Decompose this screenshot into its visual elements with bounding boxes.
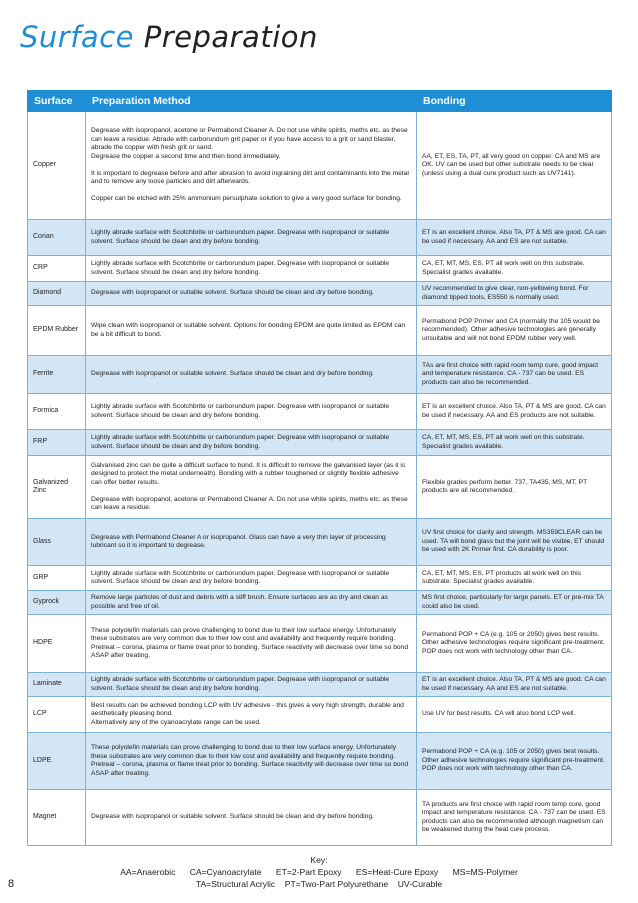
table-row: [28, 519, 612, 566]
method-cell: [86, 356, 417, 394]
bonding-cell: Permabond POP + CA (e.g. 105 or 2050) gives best results. Other adhesive technologies require significant pre-treatment. POP does not work with technology other than CA.: [417, 733, 612, 790]
surface-cell: Magnet: [28, 790, 86, 846]
method-text: Degrease with Permabond Cleaner A or isopropanol. Glass can have a very thin layer of processing lubricant so it is important to degrease.: [91, 533, 386, 549]
bonding-cell: Permabond POP Primer and CA (normally the 105 would be recommended). Other adhesive technologies are generally unsuitable and will not bond EPDM rubber very well.: [417, 306, 612, 356]
method-text: Lightly abrade surface with Scotchbrite or carborundum paper. Degrease with isopropanol or suitable solvent. Surface should be clean and dry before bonding.: [91, 229, 390, 245]
bonding-cell: MS first choice, particularly for large panels. ET or pre-mix TA could also be used.: [417, 591, 612, 615]
method-cell: [86, 456, 417, 519]
method-cell: [86, 591, 417, 615]
table-row: [28, 697, 612, 733]
method-cell: [86, 430, 417, 456]
method-text: These polyolefin materials can prove challenging to bond due to their low surface energy. Unfortunately these substrates are very common due to their low cost and availability and frequently require bonding.: [91, 744, 397, 760]
method-text: Pretreat – corona, plasma or flame treat prior to bonding. Surface reactivity will decrease over time so bond ASAP after treating.: [91, 643, 409, 659]
method-text: Best results can be achieved bonding LCP with UV adhesive - this gives a very high strength, durable and aesthetically pleasing bond.: [91, 701, 404, 718]
method-cell: [86, 220, 417, 256]
table-row: [28, 256, 612, 282]
surface-cell: Copper: [28, 112, 86, 220]
bonding-cell: CA, ET, MT, MS, ES, PT all work well on this substrate. Specialist grades available.: [417, 256, 612, 282]
header-surface: Surface: [28, 91, 86, 112]
page-number: 8: [8, 878, 15, 890]
table-row: [28, 282, 612, 306]
surface-cell: Laminate: [28, 673, 86, 697]
bonding-cell: UV first choice for clarity and strength. MS359CLEAR can be used. TA will bond glass but the joint will be visible, ET should be used with 2K Primer first. CA durability is poor.: [417, 519, 612, 566]
method-cell: [86, 566, 417, 591]
surface-cell: EPDM Rubber: [28, 306, 86, 356]
method-text: Galvanised zinc can be quite a difficult surface to bond. It is difficult to remove the galvanised layer (as it is designed to protect the metal underneath). Bonding with a rubber toughened or slightly flexible adhesive can offer better results.: [91, 461, 406, 486]
method-cell: [86, 519, 417, 566]
bonding-cell: ET is an excellent choice. Also TA, PT & MS are good. CA can be used if necessary. AA and ES are not suitable.: [417, 220, 612, 256]
bonding-cell: Use UV for best results. CA will also bond LCP well.: [417, 697, 612, 733]
bonding-cell: UV recommended to give clear, non-yellowing bond. For diamond tipped tools, ES550 is normally used.: [417, 282, 612, 306]
table-row: [28, 220, 612, 256]
surface-cell: FRP: [28, 430, 86, 456]
method-cell: [86, 394, 417, 430]
bonding-cell: ET is an excellent choice. Also TA, PT & MS are good. CA can be used if necessary. AA and ES are not suitable.: [417, 673, 612, 697]
method-text: Lightly abrade surface with Scotchbrite or carborundum paper. Degrease with isopropanol or suitable solvent. Surface should be clean and dry before bonding.: [91, 403, 390, 419]
method-text: Degrease the copper a second time and then bond immediately.: [91, 152, 281, 160]
table-row: [28, 591, 612, 615]
surface-preparation-table: [27, 90, 612, 846]
table-row: [28, 566, 612, 591]
table-row: [28, 356, 612, 394]
method-text: Remove large particles of dust and debris with a stiff brush. Ensure surfaces are as dry and clean as possible and free of oil.: [91, 594, 388, 610]
bonding-cell: ET is an excellent choice. Also TA, PT & MS are good. CA can be used if necessary. AA and ES products are not suitable.: [417, 394, 612, 430]
surface-cell: Corian: [28, 220, 86, 256]
method-text: Wipe clean with isopropanol or suitable solvent. Options for bonding EPDM are quite limited as EPDM can be a bit difficult to bond.: [91, 322, 406, 338]
table-row: [28, 456, 612, 519]
bonding-cell: Flexible grades perform better. 737, TA435, MS, MT, PT products are all recommended.: [417, 456, 612, 519]
method-text: It is important to degrease before and after abrasion to avoid ingraining dirt and contaminants into the metal and to remove any loose particles and dirt afterwards.: [91, 169, 409, 186]
method-text: Degrease with isopropanol or suitable solvent. Surface should be clean and dry before bonding.: [91, 813, 374, 821]
surface-cell: Galvanized Zinc: [28, 456, 86, 519]
method-text: These polyolefin materials can prove challenging to bond due to their low surface energy. Unfortunately these substrates are very common due to their low cost and availability and frequently require bonding.: [91, 626, 397, 642]
key-line-1: AA=Anaerobic CA=Cyanoacrylate ET=2-Part Epoxy ES=Heat-Cure Epoxy MS=MS-Polymer: [120, 867, 518, 877]
method-cell: [86, 697, 417, 733]
surface-cell: Diamond: [28, 282, 86, 306]
table-row: [28, 790, 612, 846]
table-row: [28, 112, 612, 220]
table-row: [28, 615, 612, 673]
method-cell: [86, 282, 417, 306]
method-cell: [86, 790, 417, 846]
method-text: Lightly abrade surface with Scotchbrite or carborundum paper. Degrease with isopropanol or suitable solvent. Surface should be clean and dry before bonding.: [91, 676, 390, 692]
method-text: Degrease with isopropanol, acetone or Permabond Cleaner A. Do not use white spirits, meths etc. as these can leave a residue. Abrade with carborundum grit paper or if you have access to a grit or sand blaster, abrade the copper with fresh grit or sand.: [91, 127, 408, 152]
method-text: Degrease with isopropanol or suitable solvent. Surface should be clean and dry before bonding.: [91, 289, 374, 297]
method-text: Lightly abrade surface with Scotchbrite or carborundum paper. Degrease with isopropanol or suitable solvent. Surface should be clean and dry before bonding.: [91, 260, 390, 276]
key-title: Key:: [310, 855, 328, 865]
page-title: [20, 20, 318, 54]
method-text: Alternatively any of the cyanoacrylate range can be used.: [91, 718, 261, 726]
method-cell: [86, 673, 417, 697]
method-text: Pretreat – corona, plasma or flame treat prior to bonding. Surface reactivity will decrease over time so bond ASAP after treating.: [91, 761, 409, 777]
table-row: [28, 394, 612, 430]
surface-cell: Gyprock: [28, 591, 86, 615]
table-header-row: [28, 91, 612, 112]
surface-cell: LDPE: [28, 733, 86, 790]
page-title-word-1: Surface: [20, 20, 134, 54]
surface-cell: GRP: [28, 566, 86, 591]
bonding-cell: TA products are first choice with rapid room temp cure, good impact and temperature resistance. CA - 737 can be used. ES products can also be recommended although magnetism can be weakened during the heat cure process.: [417, 790, 612, 846]
method-cell: [86, 733, 417, 790]
method-cell: [86, 306, 417, 356]
table-row: [28, 733, 612, 790]
surface-cell: LCP: [28, 697, 86, 733]
surface-cell: Formica: [28, 394, 86, 430]
method-cell: [86, 112, 417, 220]
bonding-cell: AA, ET, ES, TA, PT, all very good on copper. CA and MS are OK. UV can be used but other substrate needs to be clear (unless using a dual cure product such as UV7141).: [417, 112, 612, 220]
bonding-cell: Permabond POP + CA (e.g. 105 or 2050) gives best results. Other adhesive technologies require significant pre-treatment. POP does not work with technology other than CA.: [417, 615, 612, 673]
bonding-cell: CA, ET, MT, MS, ES, PT all work well on this substrate. Specialist grades available.: [417, 430, 612, 456]
table-row: [28, 673, 612, 697]
key-line-2: TA=Structural Acrylic PT=Two-Part Polyurethane UV-Curable: [195, 879, 443, 889]
method-text: Copper can be etched with 25% ammonium persulphate solution to give a very good surface for bonding.: [91, 195, 402, 203]
method-text: Degrease with isopropanol or suitable solvent. Surface should be clean and dry before bonding.: [91, 370, 374, 378]
method-text: Degrease with isopropanol, acetone or Permabond Cleaner A. Do not use white spirits, meths etc. as these can leave a residue.: [91, 495, 408, 511]
bonding-cell: TAs are first choice with rapid room temp cure, good impact and temperature resistance. CA - 737 can be used. ES products can also be recommended.: [417, 356, 612, 394]
surface-cell: CRP: [28, 256, 86, 282]
header-bonding: Bonding: [417, 91, 612, 112]
method-text: Lightly abrade surface with Scotchbrite or carborundum paper. Degrease with isopropanol or suitable solvent. Surface should be clean and dry before bonding.: [91, 569, 390, 585]
method-cell: [86, 615, 417, 673]
surface-cell: Ferrite: [28, 356, 86, 394]
header-preparation-method: Preparation Method: [86, 91, 417, 112]
method-text: Lightly abrade surface with Scotchbrite or carborundum paper. Degrease with isopropanol or suitable solvent. Surface should be clean and dry before bonding.: [91, 434, 390, 450]
surface-cell: Glass: [28, 519, 86, 566]
table-row: [28, 306, 612, 356]
page-title-word-2: Preparation: [143, 20, 318, 54]
bonding-cell: CA, ET, MT, MS, ES, PT products all work well on this substrate. Specialist grades available.: [417, 566, 612, 591]
surface-cell: HDPE: [28, 615, 86, 673]
method-cell: [86, 256, 417, 282]
table-row: [28, 430, 612, 456]
